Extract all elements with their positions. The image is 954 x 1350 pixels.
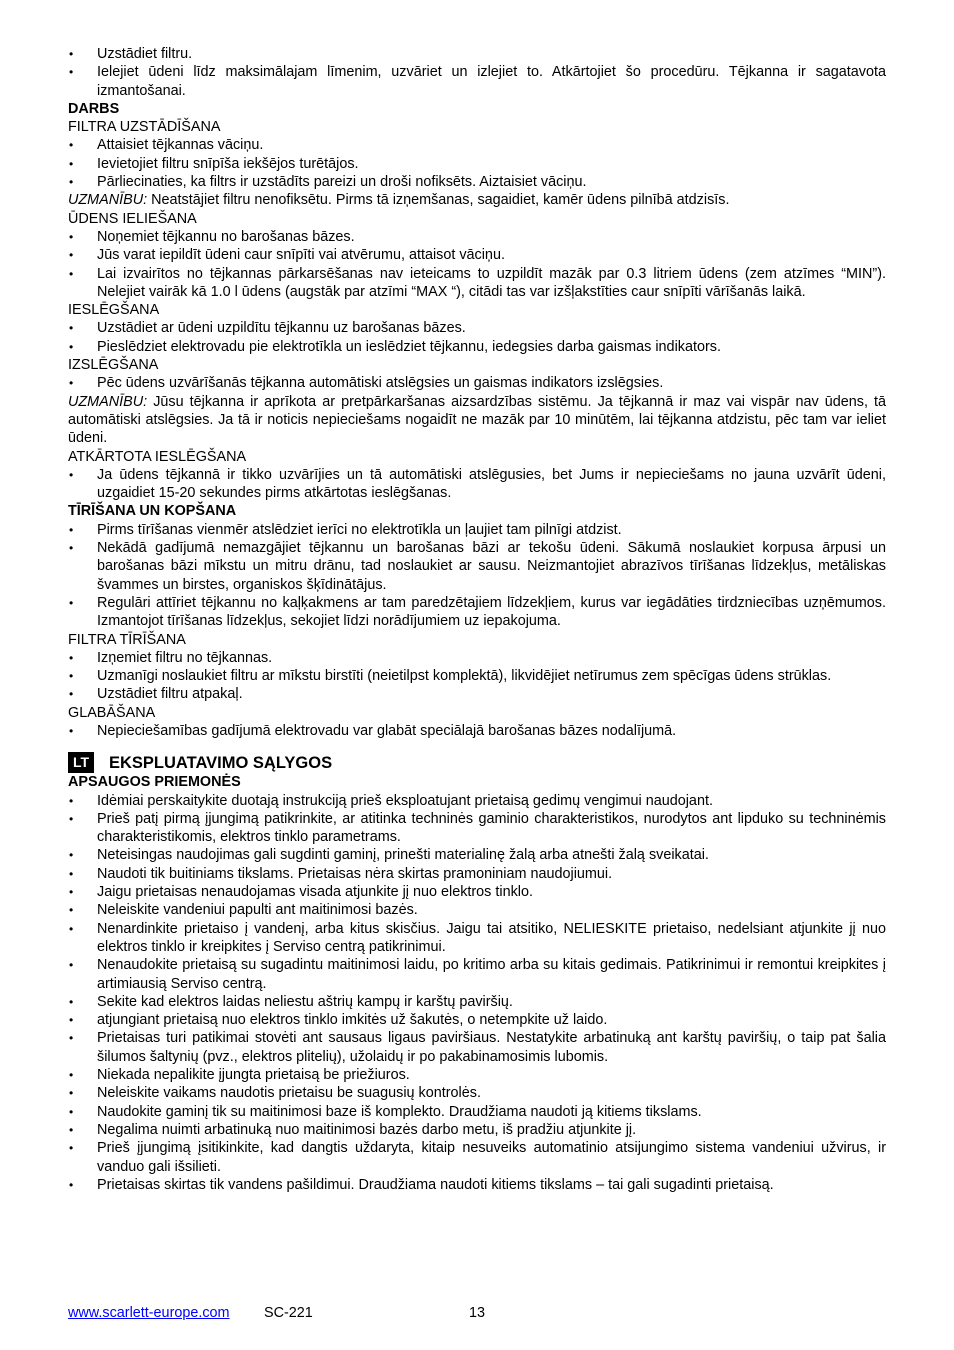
list-item: • Uzmanīgi noslaukiet filtru ar mīkstu birstīti (neietilpst komplektā), likvidējiet netīrumus zem spēcīgas ūdens strūklas. xyxy=(68,667,886,685)
subheading-atkartota-ieslegsana: ATKĀRTOTA IESLĒGŠANA xyxy=(68,448,247,465)
list-item: • Jaigu prietaisas nenaudojamas visada atjunkite jį nuo elektros tinklo. xyxy=(68,883,886,901)
section-heading-tirisana: TĪRĪŠANA UN KOPŠANA xyxy=(68,503,237,520)
list-item: • Nenardinkite prietaiso į vandenį, arba kitus skisčius. Jaigu tai atsitiko, NELIESKITE prietaiso, nedelsiant atjunkite jį nuo elektros tinklo ir kreipkites į Serviso centrą patikrinimui. xyxy=(68,920,886,957)
list-item: • Prieš įjungimą įsitikinkite, kad dangtis uždaryta, kitaip nesuveiks automatinio atsijungimo sistema vandeniui užvirus, ir vanduo gali išsilieti. xyxy=(68,1139,886,1176)
list-item: • Neleiskite vandeniui papulti ant maitinimosi bazės. xyxy=(68,901,886,919)
list-item: • Uzstādiet filtru atpakaļ. xyxy=(68,685,886,703)
list-item: • Pieslēdziet elektrovadu pie elektrotīkla un ieslēdziet tējkannu, iedegsies darba gaismas indikators. xyxy=(68,338,886,356)
warning-note xyxy=(68,191,886,209)
list-item: • Nenaudokite prietaisą su sugadintu maitinimosi laidu, po kritimo arba su kitais gedimais. Patikrinimui ir remontui kreipkites į artimiausią Serviso centrą. xyxy=(68,956,886,993)
list-item: • Nekādā gadījumā nemazgājiet tējkannu un barošanas bāzi ar tekošu ūdeni. Sākumā noslaukiet korpusa ārpusi un barošanas bāzi mīkstu un mitru drānu, tad noslaukiet ar sausu. Neizmantojiet abrazīvos tīrīšanas līdzekļus, metāliskas švammes un birstes, organiskos šķīdinātājus. xyxy=(68,539,886,594)
page-number: 13 xyxy=(469,1305,486,1321)
lt-subheading: APSAUGOS PRIEMONĖS xyxy=(68,774,241,791)
warning-note xyxy=(68,393,886,448)
list-item: • Ievietojiet filtru snīpīša iekšējos turētājos. xyxy=(68,155,886,173)
list-item: • Jūs varat iepildīt ūdeni caur snīpīti vai atvērumu, attaisot vāciņu. xyxy=(68,246,886,264)
subheading-glabasana: GLABĀŠANA xyxy=(68,704,156,721)
list-item: • Noņemiet tējkannu no barošanas bāzes. xyxy=(68,228,886,246)
intro-list xyxy=(68,45,886,100)
list-item: • Uzstādiet filtru. xyxy=(68,45,886,63)
list-item: • Nepieciešamības gadījumā elektrovadu var glabāt speciālajā barošanas bāzes nodalījumā. xyxy=(68,722,886,740)
subheading-izslegsana: IZSLĒGŠANA xyxy=(68,357,159,374)
subheading-filtra-uzstadisana: FILTRA UZSTĀDĪŠANA xyxy=(68,119,221,136)
subheading-udens-ieliesana: ŪDENS IELIEŠANA xyxy=(68,210,197,227)
warning-label: UZMANĪBU: xyxy=(68,393,148,410)
lt-bullet-list xyxy=(68,792,886,1195)
list-item: • Naudokite gaminį tik su maitinimosi baze iš komplekto. Draudžiama naudoti ją kitiems tikslams. xyxy=(68,1103,886,1121)
warning-text: Neatstājiet filtru nenofiksētu. Pirms tā izņemšanas, sagaidiet, kamēr ūdens pilnībā atdzisīs. xyxy=(147,192,730,209)
list-item: • Idėmiai perskaitykite duotają instrukciją prieš eksploatujant prietaisą gedimų vengimui naudojant. xyxy=(68,792,886,810)
list-item: • Neleiskite vaikams naudotis prietaisu be suagusių kontrolės. xyxy=(68,1084,886,1102)
list-item: • Ielejiet ūdeni līdz maksimālajam līmenim, uzvāriet un izlejiet to. Atkārtojiet šo procedūru. Tējkanna ir sagatavota izmantošanai. xyxy=(68,63,886,100)
list-item: • Sekite kad elektros laidas neliestu aštrių kampų ir karštų paviršių. xyxy=(68,993,886,1011)
list-item: • Neteisingas naudojimas gali sugdinti gaminį, prinešti materialinę žalą arba atnešti žalą sveikatai. xyxy=(68,846,886,864)
section-heading-darbs: DARBS xyxy=(68,100,120,117)
list-item: • atjungiant prietaisą nuo elektros tinklo imkitės už šakutės, o netempkite už laido. xyxy=(68,1011,886,1029)
list-item: • Prieš patį pirmą įjungimą patikrinkite, ar atitinka techninės gaminio charakteristikos, nurodytos ant lipduko su techninėmis charakteristikomis, elektros tinklo parametrams. xyxy=(68,810,886,847)
list-item: • Uzstādiet ar ūdeni uzpildītu tējkannu uz barošanas bāzes. xyxy=(68,319,886,337)
subheading-filtra-tirisana: FILTRA TĪRĪŠANA xyxy=(68,631,186,648)
list-item: • Prietaisas skirtas tik vandens pašildimui. Draudžiama naudoti kitiems tikslams – tai gali sugadinti prietaisą. xyxy=(68,1176,886,1194)
list-item: • Attaisiet tējkannas vāciņu. xyxy=(68,136,886,154)
lt-section-title: EKSPLUATAVIMO SĄLYGOS xyxy=(109,753,333,772)
list-item: • Izņemiet filtru no tējkannas. xyxy=(68,649,886,667)
warning-label: UZMANĪBU: xyxy=(68,192,148,209)
list-item: • Ja ūdens tējkannā ir tikko uzvārījies un tā automātiski atslēgusies, bet Jums ir nepieciešams no jauna uzvārīt ūdeni, uzgaidiet 15-20 sekundes pirms atkārtotas ieslēgšanas. xyxy=(68,466,886,503)
list-item: • Pirms tīrīšanas vienmēr atslēdziet ierīci no elektrotīkla un ļaujiet tam pilnīgi atdzist. xyxy=(68,521,886,539)
lt-section-heading xyxy=(68,752,886,773)
list-item: • Naudoti tik buitiniams tikslams. Prietaisas nėra skirtas pramoniniam naudojiumui. xyxy=(68,865,886,883)
page-footer xyxy=(68,1304,886,1322)
list-item: • Pārliecinaties, ka filtrs ir uzstādīts pareizi un droši nofiksēts. Aiztaisiet vāciņu. xyxy=(68,173,886,191)
language-badge-lt: LT xyxy=(68,752,94,773)
list-item: • Pēc ūdens uzvārīšanās tējkanna automātiski atslēgsies un gaismas indikators izslēgsies. xyxy=(68,374,886,392)
subheading-ieslegsana: IESLĒGŠANA xyxy=(68,302,160,319)
document-page xyxy=(68,45,886,1194)
model-number: SC-221 xyxy=(264,1305,313,1321)
list-item: • Lai izvairītos no tējkannas pārkarsēšanas nav ieteicams to uzpildīt mazāk par 0.3 litriem ūdens (zem atzīmes “MIN”). Nelejiet vairāk kā 1.0 l ūdens (augstāk par atzīmi “MAX “), citādi tas var izšļakstīties caur snīpīti vārīšanās laikā. xyxy=(68,265,886,302)
warning-text: Jūsu tējkanna ir aprīkota ar pretpārkaršanas aizsardzības sistēmu. Ja tējkannā ir maz vai vispār nav ūdens, tā automātiski atslēgsies. Ja tā ir noticis nepieciešams nogaidīt ne mazāk par 10 minūtēm, lai tējkanna atdzistu, pēc tam var ieliet ūdeni. xyxy=(68,393,886,447)
list-item: • Negalima nuimti arbatinuką nuo maitinimosi bazės darbo metu, iš pradžiu atjunkite jį. xyxy=(68,1121,886,1139)
list-item: • Niekada nepalikite įjungta prietaisą be priežiuros. xyxy=(68,1066,886,1084)
website-link[interactable]: www.scarlett-europe.com xyxy=(68,1305,230,1321)
list-item: • Prietaisas turi patikimai stovėti ant sausaus ligaus paviršiaus. Nestatykite arbatinuką ant karštų paviršių, o taip pat šalia šilumos šaltynių (pvz., elektros plitelių), užolaidų ir po pakabinamosimis lubomis. xyxy=(68,1029,886,1066)
list-item: • Regulāri attīriet tējkannu no kaļķakmens ar tam paredzētajiem līdzekļiem, kurus var iegādāties tirdzniecības uzņēmumos. Izmantojot tīrīšanas līdzekļus, sekojiet līdzi norādījumiem uz iepakojuma. xyxy=(68,594,886,631)
